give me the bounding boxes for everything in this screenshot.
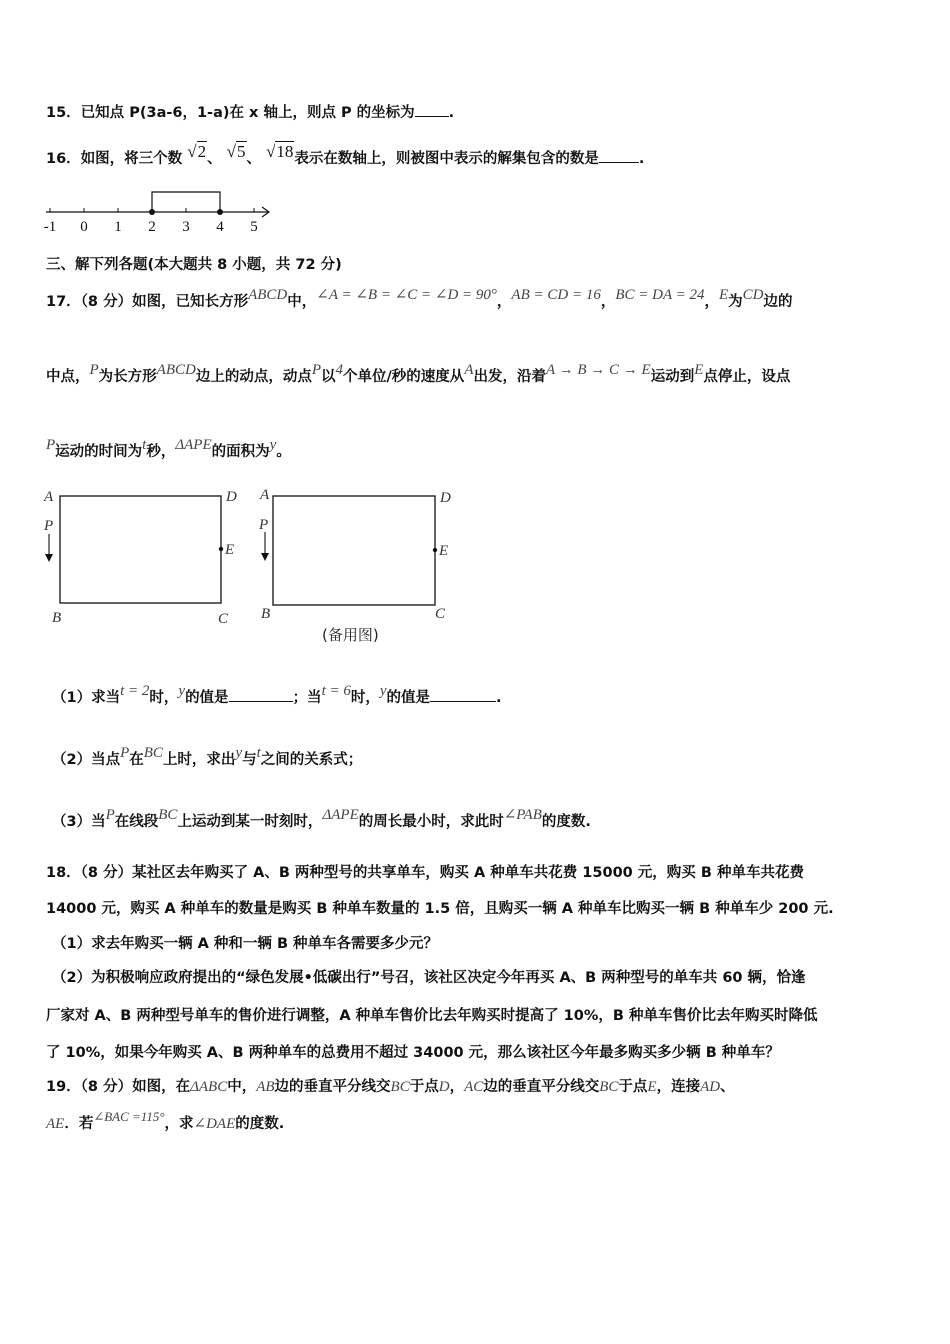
question-text: ，: [449, 1079, 465, 1095]
question-text: 19．（8 分）如图，在: [46, 1079, 191, 1095]
question-text: .: [448, 105, 455, 121]
question-16: [46, 142, 645, 169]
question-text: 的值是: [386, 690, 431, 706]
question-18-part-2-line-3: 了 10%，如果今年购买 A、B 两种单车的总费用不超过 34000 元，那么该社区今年最多购买多少辆 B 种单车？: [46, 1045, 780, 1061]
question-text: 中，: [287, 294, 317, 310]
math: t = 2: [120, 683, 150, 699]
point-e: [433, 548, 437, 552]
question-text: 的度数.: [235, 1116, 285, 1132]
math: P: [89, 362, 99, 378]
question-text: 的度数.: [541, 814, 591, 830]
question-15: [46, 102, 454, 123]
question-text: 表示在数轴上，则被图中表示的解集包含的数是: [294, 151, 599, 167]
question-text: 出发，沿着: [473, 369, 546, 385]
question-text: 的周长最小时，求此时: [358, 814, 504, 830]
label-a: A: [260, 487, 270, 503]
section-title: 三、解下列各题(本大题共 8 小题，共 72 分): [46, 257, 342, 273]
answer-blank: [599, 148, 639, 163]
question-text: 边的垂直平分线交: [274, 1079, 391, 1095]
question-text: 、: [720, 1079, 735, 1095]
question-18-part-2-line-1: （2）为积极响应政府提出的“绿色发展•低碳出行”号召，该社区决定今年再买 A、B 两种型号的单车共 60 辆，恰逢: [52, 970, 806, 986]
math: AC: [464, 1079, 484, 1095]
question-17-part-1: [52, 683, 502, 708]
label-c: C: [218, 611, 229, 627]
question-text: 秒，: [146, 444, 176, 460]
question-text: （8 分）如图，已知长方形: [80, 294, 249, 310]
question-19-line-2: [46, 1109, 285, 1134]
question-18-part-1: （1）求去年购买一辆 A 种和一辆 B 种单车各需要多少元？: [52, 936, 439, 952]
separator: 、: [207, 151, 222, 167]
question-text: 边的垂直平分线交: [483, 1079, 600, 1095]
question-text: （3）当: [52, 814, 106, 830]
math: ∠A = ∠B = ∠C = ∠D = 90°: [316, 287, 497, 303]
sqrt-18: √18: [266, 142, 294, 161]
question-text: .: [496, 690, 502, 706]
question-text: （1）求当: [52, 690, 121, 706]
question-text: 为长方形: [98, 369, 157, 385]
endpoint-4: [217, 209, 223, 215]
math: y: [235, 745, 243, 761]
question-text: 时，: [350, 690, 380, 706]
math: AB: [256, 1079, 275, 1095]
math: y: [269, 437, 277, 453]
question-text: 点停止，设点: [703, 369, 791, 385]
question-17-line-1: [46, 287, 793, 312]
question-text: 个单位/秒的速度从: [343, 369, 465, 385]
question-text: （2）当点: [52, 752, 121, 768]
question-text: ，连接: [656, 1079, 701, 1095]
question-text: ，: [704, 294, 719, 310]
rectangle-figure-1: [40, 484, 250, 634]
rectangle-figure-2: [254, 484, 464, 654]
math: y: [379, 683, 387, 699]
separator: 、: [246, 151, 261, 167]
question-number: 16．: [46, 151, 81, 167]
math: CD: [742, 287, 764, 303]
math: AB = CD = 16: [511, 287, 601, 303]
question-text: ，: [496, 294, 512, 310]
question-17-line-2: [46, 362, 791, 387]
question-text: 的面积为: [211, 444, 270, 460]
question-text: ，: [600, 294, 616, 310]
math: A → B → C → E: [545, 362, 651, 378]
tick-label: 5: [250, 219, 258, 235]
question-text: 上时，求出: [162, 752, 236, 768]
answer-blank: [430, 687, 496, 702]
question-text: 边上的动点，动点: [195, 369, 312, 385]
math: BC: [599, 1079, 619, 1095]
sqrt-5: √5: [226, 142, 246, 161]
question-17-part-2: [52, 745, 363, 770]
question-text: ，求: [164, 1116, 194, 1132]
math: t: [142, 437, 147, 453]
math: AD: [700, 1079, 721, 1095]
math: BC: [143, 745, 163, 761]
tick-label: -1: [43, 219, 57, 235]
math: 4: [335, 362, 344, 378]
question-text: 如图，将三个数: [80, 151, 183, 167]
math: P: [311, 362, 322, 378]
question-text: 已知点 P(3a-6，1-a)在 x 轴上，则点 P 的坐标为: [80, 105, 415, 121]
math: D: [438, 1079, 450, 1095]
math: t = 6: [321, 683, 351, 699]
tick-label: 4: [216, 219, 224, 235]
question-text: 中点，: [46, 369, 90, 385]
question-text: ；当: [292, 690, 322, 706]
label-p: P: [259, 517, 269, 533]
math: ΔAPE: [175, 437, 212, 453]
question-17-part-3: [52, 807, 591, 832]
math: BC = DA = 24: [615, 287, 705, 303]
question-text: 以: [321, 369, 336, 385]
tick-label: 3: [182, 219, 190, 235]
sqrt-2: √2: [187, 142, 207, 161]
question-text: 时，: [149, 690, 179, 706]
question-text: 。: [276, 444, 291, 460]
math: E: [718, 287, 729, 303]
label-c: C: [435, 606, 446, 622]
question-18-line-2: 14000 元，购买 A 种单车的数量是购买 B 种单车数量的 1.5 倍，且购买一辆 A 种单车比购买一辆 B 种单车少 200 元.: [46, 901, 834, 917]
tick-label: 0: [80, 219, 88, 235]
math: P: [46, 437, 56, 453]
label-b: B: [52, 610, 62, 626]
question-18-line-1: 18．（8 分）某社区去年购买了 A、B 两种型号的共享单车，购买 A 种单车共花费 15000 元，购买 B 种单车共花费: [46, 865, 804, 881]
question-text: 为: [728, 294, 743, 310]
math: y: [178, 683, 186, 699]
question-text: 于点: [618, 1079, 648, 1095]
question-number: 15．: [46, 105, 81, 121]
math: ∠DAE: [193, 1116, 236, 1132]
question-text: 之间的关系式；: [260, 752, 363, 768]
tick-label: 1: [114, 219, 122, 235]
math: AE: [46, 1116, 65, 1132]
label-p: P: [44, 518, 54, 534]
question-text: 中，: [227, 1079, 257, 1095]
math: ∠PAB: [503, 807, 542, 823]
tick-label: 2: [148, 219, 156, 235]
point-e: [219, 547, 223, 551]
label-b: B: [261, 606, 271, 622]
question-text: 与: [242, 752, 257, 768]
math: ΔABC: [190, 1079, 228, 1095]
math: ∠BAC =115°: [93, 1109, 165, 1124]
question-text: 运动的时间为: [55, 444, 143, 460]
question-text: .: [638, 151, 645, 167]
question-text: 边的: [763, 294, 793, 310]
figure-caption: (备用图): [322, 626, 379, 644]
question-text: 的值是: [185, 690, 229, 706]
question-text: 在线段: [114, 814, 159, 830]
math: t: [256, 745, 261, 761]
math: ABCD: [156, 362, 196, 378]
math: E: [694, 362, 704, 378]
question-19-line-1: [46, 1077, 735, 1097]
label-d: D: [440, 490, 451, 506]
math: BC: [390, 1079, 410, 1095]
math: BC: [158, 807, 178, 823]
math: P: [120, 745, 130, 761]
question-text: ．若: [64, 1116, 94, 1132]
question-17-line-3: [46, 437, 291, 462]
label-d: D: [226, 489, 237, 505]
question-text: 在: [129, 752, 144, 768]
answer-blank: [229, 687, 293, 702]
answer-blank: [415, 102, 449, 117]
number-line-figure: [40, 186, 280, 238]
question-text: 运动到: [650, 369, 695, 385]
label-e: E: [439, 543, 449, 559]
question-text: 上运动到某一时刻时，: [177, 814, 323, 830]
label-e: E: [225, 542, 235, 558]
math: A: [464, 362, 474, 378]
math: P: [105, 807, 115, 823]
question-text: 于点: [409, 1079, 439, 1095]
question-number: 17．: [46, 294, 81, 310]
math: ABCD: [248, 287, 288, 303]
math: ΔAPE: [322, 807, 359, 823]
endpoint-2: [149, 209, 155, 215]
math: E: [647, 1079, 657, 1095]
label-a: A: [44, 489, 54, 505]
question-18-part-2-line-2: 厂家对 A、B 两种型号单车的售价进行调整，A 种单车售价比去年购买时提高了 10%，B 种单车售价比去年购买时降低: [46, 1008, 818, 1024]
